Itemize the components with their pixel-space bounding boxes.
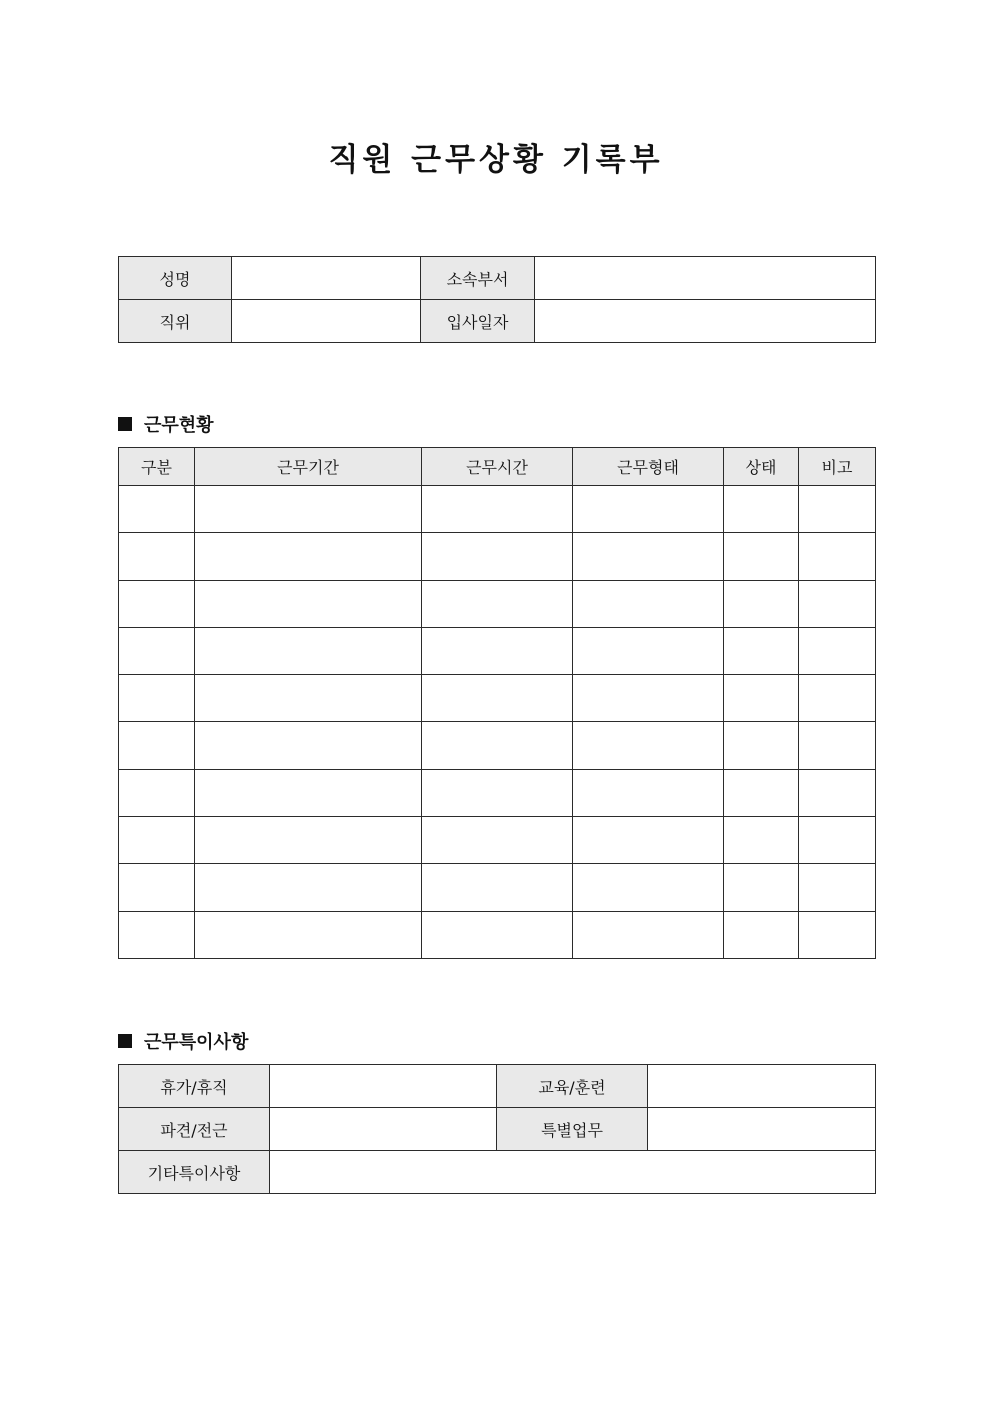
table-cell[interactable] <box>422 864 573 911</box>
table-cell[interactable] <box>422 817 573 864</box>
work-status-heading <box>118 411 214 437</box>
department-field[interactable] <box>535 257 876 300</box>
table-cell[interactable] <box>422 533 573 580</box>
department-label: 소속부서 <box>421 257 535 300</box>
table-cell[interactable] <box>799 817 876 864</box>
square-bullet-icon <box>118 1034 132 1048</box>
table-cell[interactable] <box>119 675 195 722</box>
table-row <box>119 627 876 674</box>
table-cell[interactable] <box>724 769 799 816</box>
table-cell[interactable] <box>195 533 422 580</box>
table-cell[interactable] <box>422 911 573 958</box>
table-cell[interactable] <box>799 580 876 627</box>
table-cell[interactable] <box>573 911 724 958</box>
column-header: 근무시간 <box>422 448 573 486</box>
table-cell[interactable] <box>724 864 799 911</box>
table-cell[interactable] <box>724 675 799 722</box>
table-cell[interactable] <box>195 769 422 816</box>
other-notes-field[interactable] <box>270 1151 876 1194</box>
table-cell[interactable] <box>195 580 422 627</box>
dispatch-field[interactable] <box>270 1108 497 1151</box>
table-cell[interactable] <box>119 627 195 674</box>
table-row <box>119 1151 876 1194</box>
table-cell[interactable] <box>119 769 195 816</box>
table-cell[interactable] <box>799 769 876 816</box>
table-row <box>119 1108 876 1151</box>
table-cell[interactable] <box>195 675 422 722</box>
table-cell[interactable] <box>573 769 724 816</box>
table-cell[interactable] <box>573 627 724 674</box>
special-notes-table <box>118 1064 876 1194</box>
table-row <box>119 722 876 769</box>
position-label: 직위 <box>119 300 232 343</box>
square-bullet-icon <box>118 417 132 431</box>
table-cell[interactable] <box>724 817 799 864</box>
name-label: 성명 <box>119 257 232 300</box>
table-cell[interactable] <box>724 722 799 769</box>
leave-field[interactable] <box>270 1065 497 1108</box>
training-label: 교육/훈련 <box>497 1065 648 1108</box>
hire-date-label: 입사일자 <box>421 300 535 343</box>
table-row <box>119 533 876 580</box>
table-cell[interactable] <box>119 722 195 769</box>
name-field[interactable] <box>232 257 421 300</box>
table-cell[interactable] <box>573 580 724 627</box>
table-cell[interactable] <box>573 817 724 864</box>
table-cell[interactable] <box>573 533 724 580</box>
leave-label: 휴가/휴직 <box>119 1065 270 1108</box>
table-cell[interactable] <box>195 722 422 769</box>
table-cell[interactable] <box>724 533 799 580</box>
table-cell[interactable] <box>422 486 573 533</box>
table-cell[interactable] <box>724 911 799 958</box>
table-cell[interactable] <box>119 817 195 864</box>
special-notes-heading <box>118 1028 248 1054</box>
column-header: 구분 <box>119 448 195 486</box>
dispatch-label: 파견/전근 <box>119 1108 270 1151</box>
table-cell[interactable] <box>799 722 876 769</box>
table-cell[interactable] <box>573 675 724 722</box>
column-header: 상태 <box>724 448 799 486</box>
column-header: 비고 <box>799 448 876 486</box>
table-cell[interactable] <box>119 911 195 958</box>
position-field[interactable] <box>232 300 421 343</box>
table-row <box>119 1065 876 1108</box>
column-header: 근무형태 <box>573 448 724 486</box>
table-cell[interactable] <box>799 533 876 580</box>
table-cell[interactable] <box>195 486 422 533</box>
hire-date-field[interactable] <box>535 300 876 343</box>
table-cell[interactable] <box>799 911 876 958</box>
special-duty-field[interactable] <box>648 1108 876 1151</box>
table-row <box>119 580 876 627</box>
table-cell[interactable] <box>573 864 724 911</box>
table-row <box>119 911 876 958</box>
table-cell[interactable] <box>119 864 195 911</box>
table-cell[interactable] <box>422 722 573 769</box>
column-header: 근무기간 <box>195 448 422 486</box>
table-row <box>119 675 876 722</box>
training-field[interactable] <box>648 1065 876 1108</box>
table-row <box>119 817 876 864</box>
table-header-row <box>119 448 876 486</box>
table-cell[interactable] <box>422 627 573 674</box>
table-cell[interactable] <box>724 627 799 674</box>
table-cell[interactable] <box>724 580 799 627</box>
employee-info-table <box>118 256 876 343</box>
special-duty-label: 특별업무 <box>497 1108 648 1151</box>
table-cell[interactable] <box>422 580 573 627</box>
table-row <box>119 257 876 300</box>
table-cell[interactable] <box>195 864 422 911</box>
table-cell[interactable] <box>119 486 195 533</box>
table-cell[interactable] <box>119 533 195 580</box>
table-cell[interactable] <box>799 627 876 674</box>
table-cell[interactable] <box>195 911 422 958</box>
table-cell[interactable] <box>573 486 724 533</box>
table-cell[interactable] <box>119 580 195 627</box>
table-cell[interactable] <box>724 486 799 533</box>
page-title: 직원 근무상황 기록부 <box>328 142 664 178</box>
table-row <box>119 864 876 911</box>
table-cell[interactable] <box>422 675 573 722</box>
table-cell[interactable] <box>799 864 876 911</box>
table-row <box>119 769 876 816</box>
table-cell[interactable] <box>573 722 724 769</box>
other-notes-label: 기타특이사항 <box>119 1151 270 1194</box>
table-cell[interactable] <box>799 675 876 722</box>
table-cell[interactable] <box>422 769 573 816</box>
work-status-table <box>118 447 876 959</box>
table-row <box>119 300 876 343</box>
table-cell[interactable] <box>195 817 422 864</box>
table-cell[interactable] <box>799 486 876 533</box>
table-row <box>119 486 876 533</box>
special-notes-heading-text: 근무특이사항 <box>144 1032 249 1053</box>
work-status-heading-text: 근무현황 <box>144 415 214 436</box>
table-cell[interactable] <box>195 627 422 674</box>
